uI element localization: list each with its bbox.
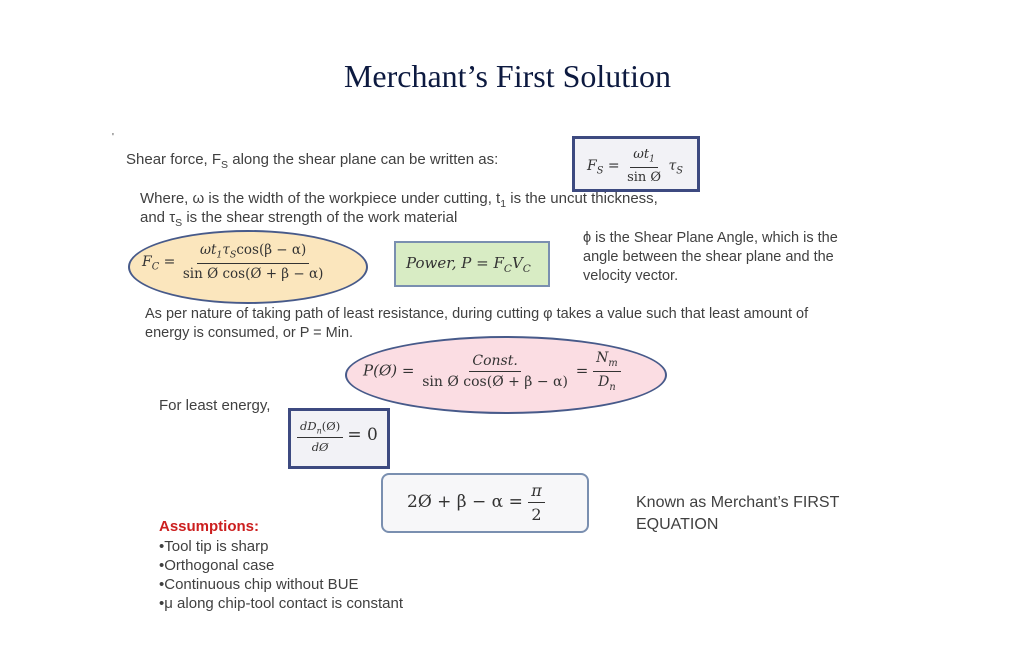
merchant-equation-box xyxy=(381,473,589,533)
least-resistance-line-1: As per nature of taking path of least resistance, during cutting φ takes a value such that least amount of xyxy=(145,306,809,322)
assumption-item: •μ along chip-tool contact is constant xyxy=(159,595,404,612)
phi-definition-3: velocity vector. xyxy=(583,268,679,284)
merchant-equation: 2Ø + β − α = $\frac{\pi}{2}$ xyxy=(407,481,545,524)
phi-definition-2: angle between the shear plane and the xyxy=(583,249,834,265)
fc-equation: $F_C$ = $\frac{\omega t_1\tau_S\cos(\beta - \alpha)}{\text{sin Ø cos(Ø + β − α)}}$ xyxy=(142,242,324,282)
power-function-oval xyxy=(345,336,667,414)
shear-force-text: Shear force, $F_S$ along the shear plane can be written as: xyxy=(126,151,499,171)
derivative-equation: $\frac{dD_n(Ø)}{dØ}$ = 0 xyxy=(297,419,378,454)
assumptions-title: Assumptions: xyxy=(159,518,260,535)
power-function-equation: P(Ø) = $\frac{\text{Const.}}{\text{sin Ø cos(Ø + β − α)}}$ = $\frac{N_m}{D_n}$ xyxy=(363,350,621,393)
least-resistance-line-2: energy is consumed, or P = Min. xyxy=(145,325,354,341)
where-line-1: Where, ω is the width of the workpiece under cutting, $t_1$ is the uncut thickness, xyxy=(140,190,658,210)
known-as-line-1: Known as Merchant’s FIRST xyxy=(636,494,840,511)
assumption-item: •Tool tip is sharp xyxy=(159,538,269,555)
derivative-equation-box xyxy=(288,408,390,469)
power-equation: Power, $P = F_CV_C$ xyxy=(406,254,531,275)
assumption-item: •Continuous chip without BUE xyxy=(159,576,359,593)
page-title: Merchant’s First Solution xyxy=(343,58,672,94)
known-as-line-2: EQUATION xyxy=(636,516,719,533)
where-line-2: and $\tau_S$ is the shear strength of the work material xyxy=(140,209,458,229)
power-equation-box xyxy=(394,241,550,287)
least-energy-text: For least energy, xyxy=(159,397,271,414)
fc-equation-oval xyxy=(128,230,368,304)
bullet-mark: ' xyxy=(112,132,114,143)
fs-equation-box xyxy=(572,136,700,192)
phi-definition-1: ϕ is the Shear Plane Angle, which is the xyxy=(583,230,838,246)
fs-equation: $F_S$ = $\frac{\omega t_1}{\text{sin Ø}}$ $\tau_S$ xyxy=(587,147,683,185)
assumption-item: •Orthogonal case xyxy=(159,557,275,574)
